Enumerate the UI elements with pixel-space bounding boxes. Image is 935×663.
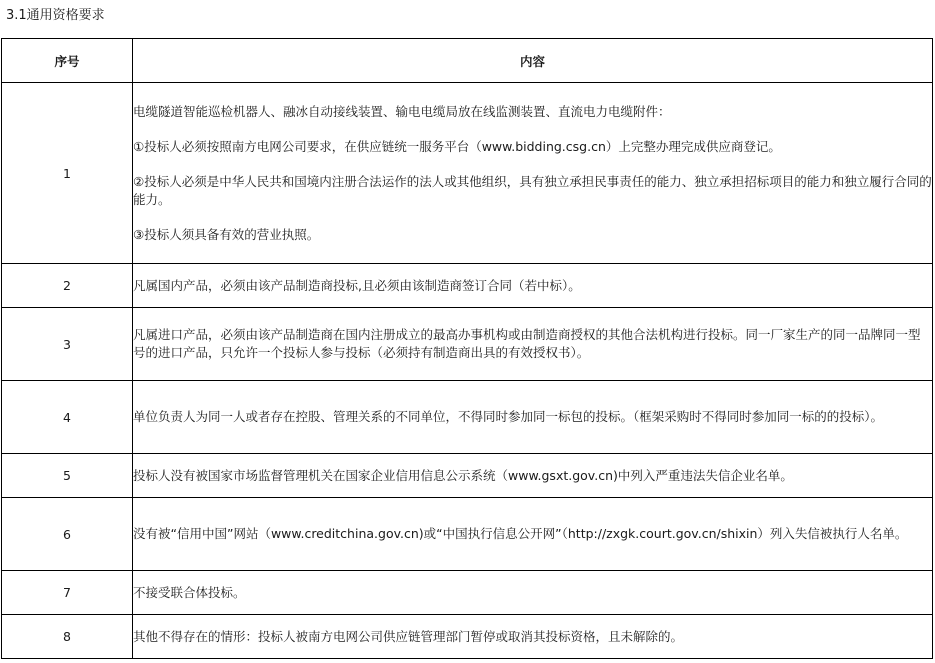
table-row bbox=[2, 381, 933, 454]
row-content: 不接受联合体投标。 bbox=[133, 571, 933, 615]
row-content: 单位负责人为同一人或者存在控股、管理关系的不同单位，不得同时参加同一标包的投标。（框架采购时不得同时参加同一标的的投标）。 bbox=[133, 381, 933, 454]
row-number: 3 bbox=[2, 308, 133, 381]
row-content bbox=[133, 83, 933, 264]
row-number: 6 bbox=[2, 498, 133, 571]
row-paragraph: ①投标人必须按照南方电网公司要求，在供应链统一服务平台（www.bidding.csg.cn）上完整办理完成供应商登记。 bbox=[133, 138, 781, 154]
header-content: 内容 bbox=[133, 39, 933, 83]
row-paragraph: 电缆隧道智能巡检机器人、融冰自动接线装置、输电电缆局放在线监测装置、直流电力电缆附件： bbox=[133, 103, 671, 119]
row-content: 投标人没有被国家市场监督管理机关在国家企业信用信息公示系统（www.gsxt.gov.cn)中列入严重违法失信企业名单。 bbox=[133, 454, 933, 498]
table-header-row bbox=[2, 39, 933, 83]
row-content: 凡属进口产品，必须由该产品制造商在国内注册成立的最高办事机构或由制造商授权的其他合法机构进行投标。同一厂家生产的同一品牌同一型号的进口产品，只允许一个投标人参与投标（必须持有制造商出具的有效授权书）。 bbox=[133, 308, 933, 381]
row-content: 其他不得存在的情形：投标人被南方电网公司供应链管理部门暂停或取消其投标资格，且未解除的。 bbox=[133, 615, 933, 659]
table-row bbox=[2, 308, 933, 381]
table-row bbox=[2, 498, 933, 571]
row-content: 没有被“信用中国”网站（www.creditchina.gov.cn)或“中国执行信息公开网”（http://zxgk.court.gov.cn/shixin）列入失信被执行人名单。 bbox=[133, 498, 933, 571]
row-number: 4 bbox=[2, 381, 133, 454]
table-row bbox=[2, 454, 933, 498]
header-number: 序号 bbox=[2, 39, 133, 83]
table-row bbox=[2, 615, 933, 659]
row-number: 7 bbox=[2, 571, 133, 615]
qualification-table bbox=[1, 38, 933, 659]
table-row bbox=[2, 83, 933, 264]
table-row bbox=[2, 571, 933, 615]
row-content: 凡属国内产品，必须由该产品制造商投标,且必须由该制造商签订合同（若中标）。 bbox=[133, 264, 933, 308]
row-number: 5 bbox=[2, 454, 133, 498]
row-number: 1 bbox=[2, 83, 133, 264]
row-paragraph: ③投标人须具备有效的营业执照。 bbox=[133, 226, 320, 242]
table-row bbox=[2, 264, 933, 308]
section-title: 3.1通用资格要求 bbox=[6, 8, 105, 23]
row-paragraph: ②投标人必须是中华人民共和国境内注册合法运作的法人或其他组织，具有独立承担民事责任的能力、独立承担招标项目的能力和独立履行合同的能力。 bbox=[133, 173, 932, 207]
row-number: 8 bbox=[2, 615, 133, 659]
row-number: 2 bbox=[2, 264, 133, 308]
